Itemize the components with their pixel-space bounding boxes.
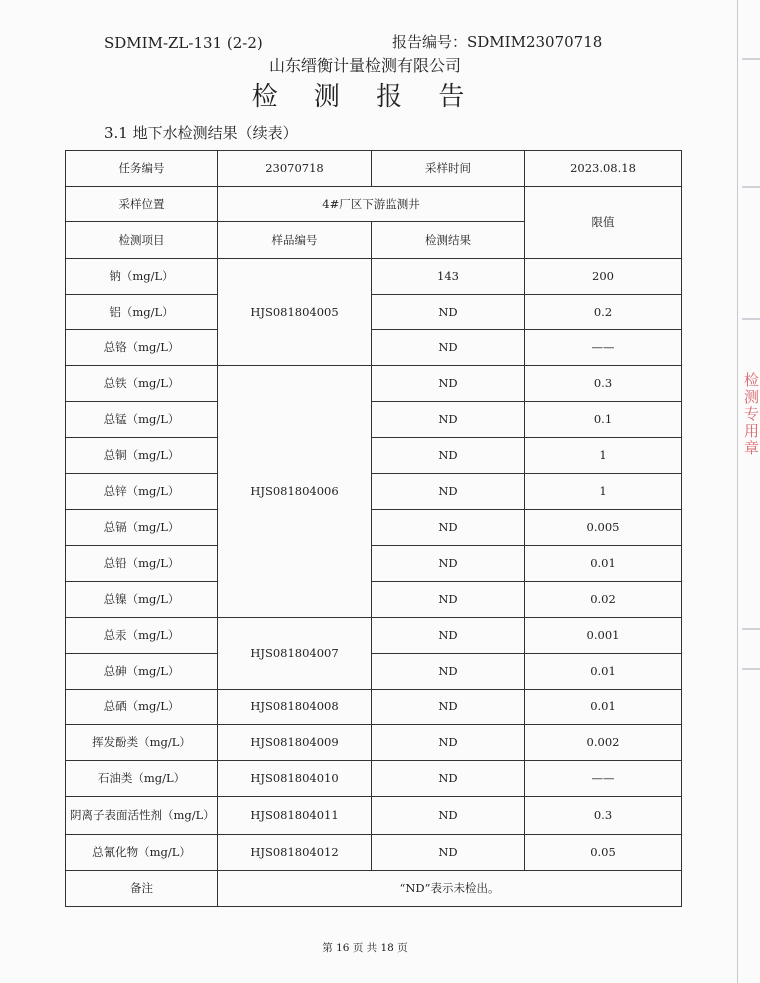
table-row [66,474,682,510]
limit-value: 0.01 [525,546,682,581]
test-item: 总硒（mg/L） [66,689,218,724]
table-row [66,151,682,187]
limit-value: 0.01 [525,689,682,724]
table-row [66,259,682,295]
table-row [66,402,682,438]
sample-number: HJS081804007 [218,617,372,689]
document-code: SDMIM-ZL-131 (2-2) [104,34,263,52]
test-result: ND [372,796,525,834]
table-row [66,330,682,366]
test-item: 总镉（mg/L） [66,510,218,546]
sample-number: HJS081804005 [218,259,372,366]
remark-text: “ND”表示未检出。 [218,870,682,906]
limit-value: 0.3 [525,796,682,834]
edge-mark [742,186,760,188]
test-item: 铝（mg/L） [66,295,218,330]
test-result: ND [372,581,525,617]
test-item: 石油类（mg/L） [66,760,218,796]
item-header: 检测项目 [66,222,218,259]
report-number: 报告编号：SDMIM23070718 [392,33,603,51]
table-row [66,617,682,653]
test-item: 总铅（mg/L） [66,546,218,581]
test-result: ND [372,689,525,724]
table-row [66,689,682,724]
edge-mark [742,668,760,670]
test-item: 总砷（mg/L） [66,653,218,689]
location-value: 4#厂区下游监测井 [218,187,525,222]
table-row [66,653,682,689]
limit-value: 0.005 [525,510,682,546]
table-row [66,796,682,834]
sample-no-header: 样品编号 [218,222,372,259]
limit-value: —— [525,760,682,796]
limit-value: 0.01 [525,653,682,689]
edge-mark [742,318,760,320]
results-table [65,150,682,907]
test-result: ND [372,438,525,474]
limit-value: 200 [525,259,682,295]
test-item: 总氰化物（mg/L） [66,834,218,870]
test-item: 阴离子表面活性剂（mg/L） [66,796,218,834]
table-row [66,724,682,760]
test-result: ND [372,295,525,330]
sample-number: HJS081804006 [218,366,372,617]
remark-label: 备注 [66,870,218,906]
limit-value: —— [525,330,682,366]
table-row [66,295,682,330]
table-row [66,546,682,581]
edge-mark [742,58,760,60]
page-number: 第 16 页 共 18 页 [322,942,408,954]
sample-number: HJS081804011 [218,796,372,834]
test-result: ND [372,653,525,689]
limit-value: 1 [525,474,682,510]
test-item: 总汞（mg/L） [66,617,218,653]
table-row [66,510,682,546]
table-row [66,834,682,870]
test-result: 143 [372,259,525,295]
limit-header: 限值 [525,187,682,259]
table-row [66,366,682,402]
test-result: ND [372,330,525,366]
sample-number: HJS081804008 [218,689,372,724]
edge-mark [742,628,760,630]
test-result: ND [372,510,525,546]
test-item: 总铁（mg/L） [66,366,218,402]
report-title: 检 测 报 告 [251,82,479,112]
sample-number: HJS081804009 [218,724,372,760]
task-no-label: 任务编号 [66,151,218,187]
sampling-time-label: 采样时间 [372,151,525,187]
table-row [66,581,682,617]
test-result: ND [372,724,525,760]
sample-number: HJS081804010 [218,760,372,796]
test-result: ND [372,617,525,653]
test-result: ND [372,402,525,438]
test-item: 总镍（mg/L） [66,581,218,617]
sample-number: HJS081804012 [218,834,372,870]
table-row [66,187,682,222]
test-item: 总锌（mg/L） [66,474,218,510]
limit-value: 0.02 [525,581,682,617]
limit-value: 0.2 [525,295,682,330]
limit-value: 1 [525,438,682,474]
test-result: ND [372,834,525,870]
limit-value: 0.002 [525,724,682,760]
test-item: 总铬（mg/L） [66,330,218,366]
test-result: ND [372,474,525,510]
section-title: 3.1 地下水检测结果（续表） [104,124,298,142]
table-row [66,438,682,474]
limit-value: 0.1 [525,402,682,438]
task-no-value: 23070718 [218,151,372,187]
limit-value: 0.05 [525,834,682,870]
test-result: ND [372,760,525,796]
test-item: 总锰（mg/L） [66,402,218,438]
test-item: 总铜（mg/L） [66,438,218,474]
test-result: ND [372,546,525,581]
table-row [66,760,682,796]
location-label: 采样位置 [66,187,218,222]
side-stamp-fragment: 检测专用章 [742,372,760,457]
page-edge-line [737,0,738,983]
test-item: 钠（mg/L） [66,259,218,295]
limit-value: 0.001 [525,617,682,653]
remark-row [66,870,682,906]
sampling-time-value: 2023.08.18 [525,151,682,187]
limit-value: 0.3 [525,366,682,402]
test-item: 挥发酚类（mg/L） [66,724,218,760]
test-result: ND [372,366,525,402]
company-name: 山东缙衡计量检测有限公司 [268,56,461,75]
result-header: 检测结果 [372,222,525,259]
